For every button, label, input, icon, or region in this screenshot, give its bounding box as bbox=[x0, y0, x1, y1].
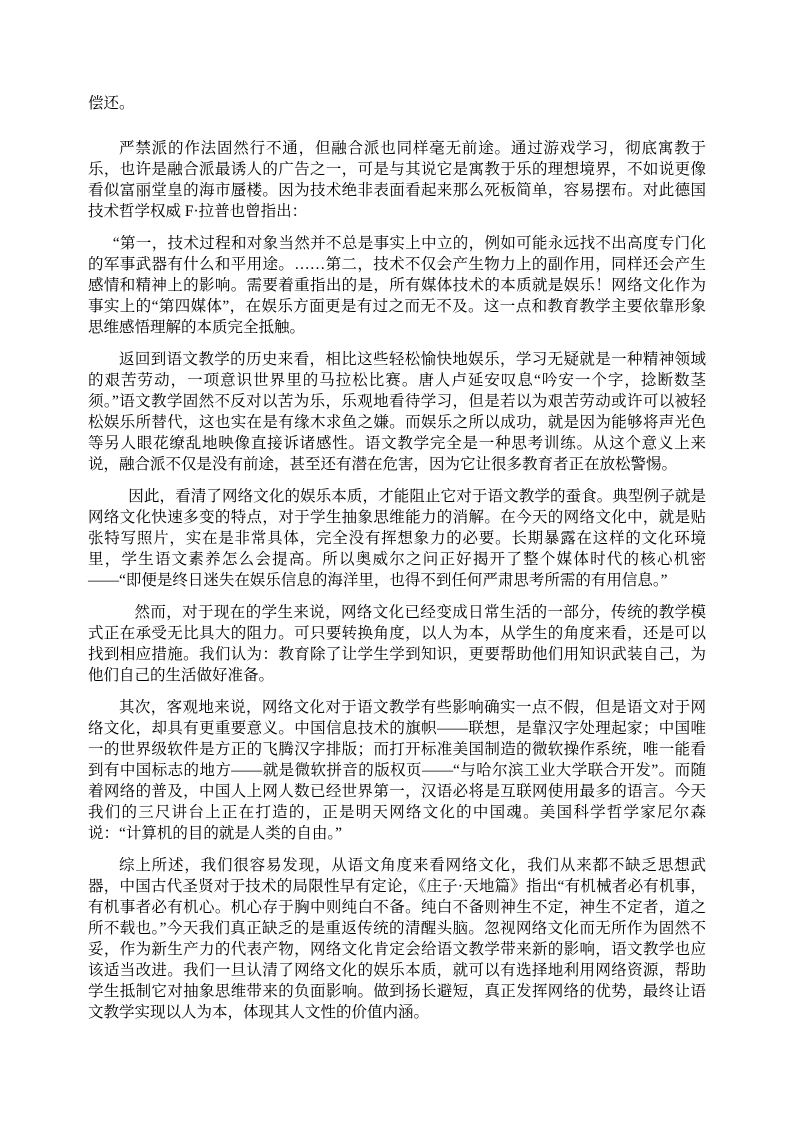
paragraph-students-perspective: 然而，对于现在的学生来说，网络文化已经变成日常生活的一部分，传统的教学模式正在承受无比具大的阻力。可只要转换角度，以人为本，从学生的角度来看，还是可以找到相应措施。我们认为：教育除了让学生学到知识，更要帮助他们用知识武装自己，为他们自己的生活做好准备。 bbox=[88, 604, 706, 684]
carryover-line: 偿还。 bbox=[88, 95, 135, 112]
paragraph-lapp-quote: “第一，技术过程和对象当然并不总是事实上中立的，例如可能永远找不出高度专门化的军事武器有什么和平用途。……第二，技术不仅会产生物力上的副作用，同样还会产生感情和精神上的影响。需要着重指出的是，所有媒体技术的本质就是娱乐！网络文化作为事实上的“第四媒体”，在娱乐方面更是有过之而无不及。这一点和教育教学主要依靠形象思维感悟理解的本质完全抵触。 bbox=[88, 235, 706, 336]
paragraph-entertainment-essence: 因此，看清了网络文化的娱乐本质，才能阻止它对于语文教学的蚕食。典型例子就是网络文化快速多变的特点，对于学生抽象思维能力的消解。在今天的网络文化中，就是贴张特写照片，实在是非常具体，完全没有挥想象力的必要。长期暴露在这样的文化环境里，学生语文素养怎么会提高。所以奥威尔之问正好揭开了整个媒体时代的核心机密——“即便是终日迷失在娱乐信息的海洋里，也得不到任何严肃思考所需的有用信息。” bbox=[88, 488, 706, 589]
paragraph-history-of-teaching: 返回到语文教学的历史来看，相比这些轻松愉快地娱乐，学习无疑就是一种精神领域的艰苦劳动，一项意识世界里的马拉松比赛。唐人卢延安叹息“吟安一个字，捻断数茎须。”语文教学固然不反对以苦为乐，乐观地看待学习，但是若以为艰苦劳动或许可以被轻松娱乐所替代，这也实在是有缘木求鱼之嫌。而娱乐之所以成功，就是因为能够将声光色等另人眼花缭乱地映像直接诉诸感性。语文教学完全是一种思考训练。从这个意义上来说，融合派不仅是没有前途，甚至还有潜在危害，因为它让很多教育者正在放松警惕。 bbox=[88, 351, 706, 473]
paragraph-forbid-vs-fusion: 严禁派的作法固然行不通，但融合派也同样毫无前途。通过游戏学习，彻底寓教于乐，也许是融合派最诱人的广告之一，可是与其说它是寓教于乐的理想境界，不如说更像看似富丽堂皇的海市蜃楼。因为技术绝非表面看起来那么死板简单，容易摆布。对此德国技术哲学权威 F·拉普也曾指出： bbox=[88, 140, 706, 220]
paragraph-conclusion: 综上所述，我们很容易发现，从语文角度来看网络文化，我们从来都不缺乏思想武器，中国古代圣贤对于技术的局限性早有定论，《庄子·天地篇》指出“有机械者必有机事，有机事者必有机心。机心存于胸中则纯白不备。纯白不备则神生不定，神生不定者，道之所不载也。”今天我们真正缺乏的是重返传统的清醒头脑。忽视网络文化而无所作为固然不妥，作为新生产力的代表产物，网络文化肯定会给语文教学带来新的影响，语文教学也应该适当改进。我们一旦认清了网络文化的娱乐本质，就可以有选择地利用网络资源，帮助学生抵制它对抽象思维带来的负面影响。做到扬长避短，真正发挥网络的优势，最终让语文教学实现以人为本，体现其人文性的价值内涵。 bbox=[88, 857, 706, 1021]
paragraph-chinese-in-it: 其次，客观地来说，网络文化对于语文教学有些影响确实一点不假，但是语文对于网络文化，却具有更重要意义。中国信息技术的旗帜——联想，是靠汉字处理起家；中国唯一的世界级软件是方正的飞腾汉字排版；而打开标准美国制造的微软操作系统，唯一能看到有中国标志的地方——就是微软拼音的版权页——“与哈尔滨工业大学联合开发”。而随着网络的普及，中国人上网人数已经世界第一，汉语必将是互联网使用最多的语言。今天我们的三尺讲台上正在打造的，正是明天网络文化的中国魂。美国科学哲学家尼尔森说：“计算机的目的就是人类的自由。” bbox=[88, 699, 706, 842]
